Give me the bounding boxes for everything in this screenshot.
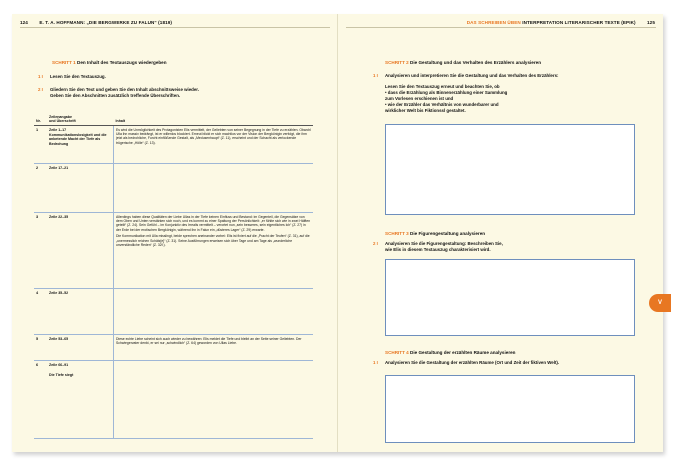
col-no-header: Nr.: [34, 114, 47, 125]
answer-box-spaces[interactable]: [385, 375, 635, 443]
task-1: [38, 74, 318, 82]
row-content-empty[interactable]: [114, 163, 314, 212]
row-number: 3: [34, 212, 47, 288]
step1-label: SCHRITT 1: [52, 60, 76, 65]
row-content[interactable]: Es wird die Unmöglichkeit des Protagonisten Elis vermittelt, der Geliebten von seiner Begegnung in der Tiefe zu erzählen. Obwohl Ulla ihn massiv bedrängt, ist er willenlos blockiert. Erneut blickt er sich machtlos vor der Vision der Bergkönigin verfolgt, die ihm jetzt als bedrohliche, Furcht einflößende Gestalt, als „Medusenhaupt“ (Z. 11), erscheint und der Schacht als verlockende trügerische „Hölle“ (Z. 13).: [114, 125, 314, 163]
row-line-range: Zeile 22–35: [47, 212, 114, 288]
left-header-rule: [20, 27, 330, 28]
section-tab-v[interactable]: V: [649, 294, 671, 312]
row-line-range: Zeile 35–52: [47, 288, 114, 334]
row-number: 6: [34, 360, 47, 438]
row-number: 5: [34, 334, 47, 360]
row-content-empty[interactable]: [114, 360, 314, 438]
step2-heading: [385, 60, 541, 65]
table-row: [34, 163, 313, 212]
row-line-range: Zeile 53–65: [47, 334, 114, 360]
left-page: [12, 14, 337, 452]
task-r1: [373, 73, 653, 81]
row-content-para-1: Allerdings haben diese Qualitäten der Liebe Ullas in der Tiefe keinen Einfluss und Bestand: im Gegenteil, die Gegensätze von dem Oben und Unten verstärken sich noch, und es kommt zu einer Spaltung der Persönlichkeit: „er fühlte sich wie in zwei Hälften geteilt“ (Z. 24). Sein Gefühl – im Konjunktiv des Irrealis vermittelt – verortet nun „sein besseres, sein eigentliches Ich“ (Z. 27) in der Erde bei der erotischen Bergkönigin, während ihn in Falun ein „düsteres Lager“ (Z. 29) erwarte.: [116, 214, 311, 232]
task-2-line-1: Gliedern Sie den Text und geben Sie den Inhalt abschnittsweise wieder.: [50, 87, 199, 92]
bullet-line: • dass die Erzählung als Binnenerzählung einer Sammlung: [385, 90, 508, 95]
task-r3-text: Analysieren Sie die Gestaltung der erzählten Räume (Ort und Zeit der fiktiven Welt).: [385, 360, 560, 365]
step3-heading: [385, 231, 485, 236]
task-r2-line-1: Analysieren Sie die Figurengestaltung: Beschreiben Sie,: [385, 241, 503, 246]
bullet-line: zum Vorlesen erschienen ist und: [385, 96, 454, 101]
left-header: [20, 20, 172, 25]
row-line-range: Zeile 17–21: [47, 163, 114, 212]
task-2-line-2: Geben Sie den Abschnitten zusätzlich treffende Überschriften.: [50, 93, 181, 98]
bullet-line: wirklicher Welt bis Fiktionssl gestaltet.: [385, 108, 466, 113]
row-lines: [47, 360, 114, 438]
task-r2-number: 2 I: [373, 241, 378, 246]
step2-label: SCHRITT 2: [385, 60, 409, 65]
step4-label: SCHRITT 4: [385, 350, 409, 355]
table-row: [34, 288, 313, 334]
step4-heading: [385, 350, 515, 355]
right-header: [467, 20, 655, 25]
right-page-number: 125: [647, 20, 655, 25]
bullet-line: • wie der Erzähler das Verhältnis von wunderbarer und: [385, 102, 499, 107]
step1-heading: [52, 60, 167, 65]
answer-box-narrator[interactable]: [385, 124, 635, 215]
row-content-empty[interactable]: [114, 288, 314, 334]
task-1-number: 1 I: [38, 74, 43, 79]
row-number: 4: [34, 288, 47, 334]
task-2-number: 2 I: [38, 87, 43, 92]
task-r1-intro: Lesen Sie den Textauszug erneut und beachten Sie, ob: [385, 84, 500, 89]
answer-box-figures[interactable]: [385, 259, 635, 336]
table-row: [34, 360, 313, 438]
table-header-row: [34, 114, 313, 125]
table-row: [34, 334, 313, 360]
row-content[interactable]: Diese echte Liebe scheint sich auch wieder zu bewähren: Elis meldet die Tiefe und bleibt an der Seite seiner Geliebten. Der Schwiegervater denkt, er sei nur „schwindlich“ (Z. 64) geworden von Ullas Liebe.: [114, 334, 314, 360]
step1-title: Den Inhalt des Textauszugs wiedergeben: [77, 60, 167, 65]
col-zeile-header-line-1: Zeilenangabe: [49, 115, 72, 119]
table-row: [34, 125, 313, 163]
right-running-title: INTERPRETATION LITERARISCHER TEXTE (EPIK): [522, 20, 636, 25]
row-line-range: Zeile 1–17: [49, 127, 67, 132]
row-heading: Die Tiefe siegt: [49, 373, 74, 377]
col-inhalt-header: Inhalt: [114, 114, 314, 125]
task-r3: [373, 360, 653, 368]
task-r1-number: 1 I: [373, 73, 378, 78]
step3-title: Die Figurengestaltung analysieren: [410, 231, 486, 236]
row-content-para-2: Die Kommunikation mit Ulla misslingt, beide sprechen aneinander vorbei: Elis ist fixiert auf die „Pracht der Teufen“ (Z. 31), auf die „unermesslich reichen Schätz[e]“ (Z. 31). Seine Ausführungen erweisen sich über Tage und am Tage als „wunderliche unverständliche Reden“ (Z. 32f.).: [116, 234, 310, 248]
left-running-title: E. T. A. HOFFMANN: „DIE BERGWERKE ZU FALUN“ (1819): [39, 20, 173, 25]
row-content[interactable]: [114, 212, 314, 288]
book-spread: [12, 14, 663, 452]
col-zeile-header-line-2: und Überschrift: [49, 119, 76, 124]
task-2: [38, 87, 318, 101]
row-number: 1: [34, 125, 47, 163]
col-zeile-header: [47, 114, 114, 125]
left-page-number: 124: [20, 20, 28, 25]
right-header-rule: [346, 27, 656, 28]
task-r1-text: Analysieren und interpretieren Sie die Gestaltung und das Verhalten des Erzählers:: [385, 73, 559, 78]
task-1-text: Lesen Sie den Textauszug.: [50, 74, 106, 79]
table-row: [34, 212, 313, 288]
structure-table: [34, 114, 313, 439]
task-r2-line-2: wie Elis in diesem Textauszug charakterisiert wird.: [385, 247, 491, 252]
step4-title: Die Gestaltung der erzählten Räume analysieren: [410, 350, 516, 355]
task-r2: [373, 241, 653, 255]
row-line-range: Zeile 66–91: [49, 362, 69, 367]
step3-label: SCHRITT 3: [385, 231, 409, 236]
row-lines: [47, 125, 114, 163]
row-number: 2: [34, 163, 47, 212]
right-page: [338, 14, 663, 452]
right-running-title-orange: DAS SCHREIBEN ÜBEN: [466, 20, 521, 25]
row-heading: Kommunikationslosigkeit und die anbetende Macht der Tiefe als Bedrohung: [49, 133, 107, 146]
step2-title: Die Gestaltung und das Verhalten des Erzählers analysieren: [410, 60, 541, 65]
task-r3-number: 1 I: [373, 360, 378, 365]
